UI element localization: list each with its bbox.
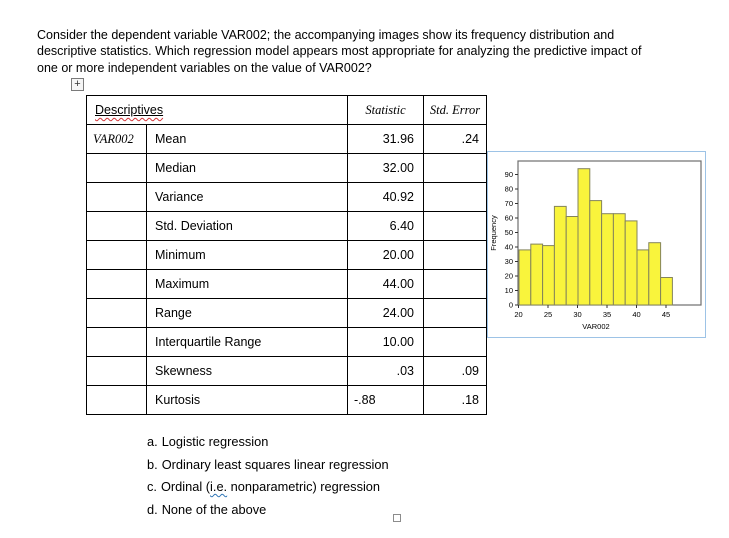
stat-label: Variance — [147, 183, 348, 212]
table-row — [87, 299, 487, 328]
stat-value: 40.92 — [348, 183, 424, 212]
move-cross-icon: + — [74, 78, 81, 90]
stat-label: Minimum — [147, 241, 348, 270]
svg-text:30: 30 — [504, 257, 513, 267]
std-error-value — [424, 154, 487, 183]
table-row — [87, 154, 487, 183]
svg-text:50: 50 — [504, 228, 513, 238]
table-row — [87, 270, 487, 299]
variable-name-cell — [87, 154, 147, 183]
stat-value: 24.00 — [348, 299, 424, 328]
svg-text:20: 20 — [504, 271, 513, 281]
answer-letter: a. — [147, 434, 158, 449]
question-text: Consider the dependent variable VAR002; the accompanying images show its frequency distribution and descriptive statistics. Which regression model appears most appropriate for analyzing the predictive impact of one or more independent variables on the value of VAR002? — [37, 28, 642, 75]
variable-name-cell — [87, 212, 147, 241]
std-error-value — [424, 328, 487, 357]
std-error-value — [424, 212, 487, 241]
answer-option-b[interactable] — [147, 454, 389, 477]
table-row — [87, 183, 487, 212]
std-error-value — [424, 183, 487, 212]
answer-letter: b. — [147, 456, 158, 472]
svg-text:20: 20 — [514, 310, 523, 319]
svg-text:70: 70 — [504, 199, 513, 209]
svg-text:30: 30 — [573, 310, 582, 319]
histogram-svg — [488, 152, 705, 337]
svg-text:45: 45 — [661, 310, 671, 319]
variable-name-cell — [87, 270, 147, 299]
std-error-value — [424, 270, 487, 299]
answer-letter: d. — [147, 501, 158, 517]
column-header-statistic: Statistic — [348, 96, 424, 125]
svg-text:40: 40 — [632, 310, 641, 319]
stat-label: Maximum — [147, 270, 348, 299]
stat-value: 20.00 — [348, 241, 424, 270]
svg-text:90: 90 — [504, 170, 513, 180]
answer-text: Ordinary least squares linear regression — [161, 456, 389, 472]
histogram-image-panel[interactable] — [487, 151, 706, 338]
answer-option-a[interactable] — [147, 431, 389, 454]
answer-text-prefix: Ordinal ( — [160, 479, 211, 495]
variable-name-cell — [87, 386, 147, 415]
answer-text-suffix: nonparametric) regression — [227, 479, 381, 495]
std-error-value: .24 — [424, 125, 487, 154]
std-error-value: .09 — [424, 357, 487, 386]
table-move-handle[interactable] — [71, 78, 84, 91]
svg-text:0: 0 — [508, 300, 513, 310]
variable-name-cell — [87, 241, 147, 270]
table-row — [87, 386, 487, 415]
std-error-value — [424, 299, 487, 328]
stat-value: 32.00 — [348, 154, 424, 183]
svg-text:10: 10 — [504, 286, 513, 296]
table-title: Descriptives — [95, 103, 164, 117]
svg-text:60: 60 — [504, 213, 513, 223]
variable-name-cell — [87, 357, 147, 386]
table-row — [87, 328, 487, 357]
answer-text: Logistic regression — [161, 434, 269, 449]
table-row — [87, 212, 487, 241]
stat-value: .03 — [348, 357, 424, 386]
svg-text:Frequency: Frequency — [489, 215, 498, 251]
stat-value: -.88 — [348, 386, 424, 415]
stat-label: Mean — [147, 125, 348, 154]
stat-value: 31.96 — [348, 125, 424, 154]
svg-text:VAR002: VAR002 — [582, 322, 610, 331]
svg-text:80: 80 — [504, 184, 513, 194]
variable-name-cell — [87, 299, 147, 328]
empty-checkbox-square[interactable] — [393, 514, 401, 522]
stat-value: 10.00 — [348, 328, 424, 357]
stat-label: Std. Deviation — [147, 212, 348, 241]
stat-label: Interquartile Range — [147, 328, 348, 357]
answer-text: None of the above — [161, 501, 267, 517]
descriptives-table — [86, 95, 487, 415]
answer-options — [147, 431, 389, 521]
std-error-value: .18 — [424, 386, 487, 415]
answer-letter: c. — [147, 479, 157, 495]
stat-value: 6.40 — [348, 212, 424, 241]
table-row — [87, 125, 487, 154]
std-error-value — [424, 241, 487, 270]
stat-label: Skewness — [147, 357, 348, 386]
table-row — [87, 357, 487, 386]
stat-label: Kurtosis — [147, 386, 348, 415]
variable-name-cell — [87, 328, 147, 357]
svg-text:40: 40 — [504, 242, 513, 252]
column-header-std-error: Std. Error — [424, 96, 487, 125]
table-row — [87, 241, 487, 270]
stat-label: Range — [147, 299, 348, 328]
table-header-row — [87, 96, 487, 125]
svg-text:25: 25 — [543, 310, 553, 319]
table-title-cell — [87, 96, 348, 125]
answer-option-d[interactable] — [147, 499, 389, 522]
variable-name-cell — [87, 183, 147, 212]
variable-name-cell: VAR002 — [87, 125, 147, 154]
svg-text:35: 35 — [602, 310, 612, 319]
stat-label: Median — [147, 154, 348, 183]
stat-value: 44.00 — [348, 270, 424, 299]
grammar-flagged-text: i.e. — [210, 479, 228, 495]
answer-option-c[interactable] — [147, 476, 389, 499]
